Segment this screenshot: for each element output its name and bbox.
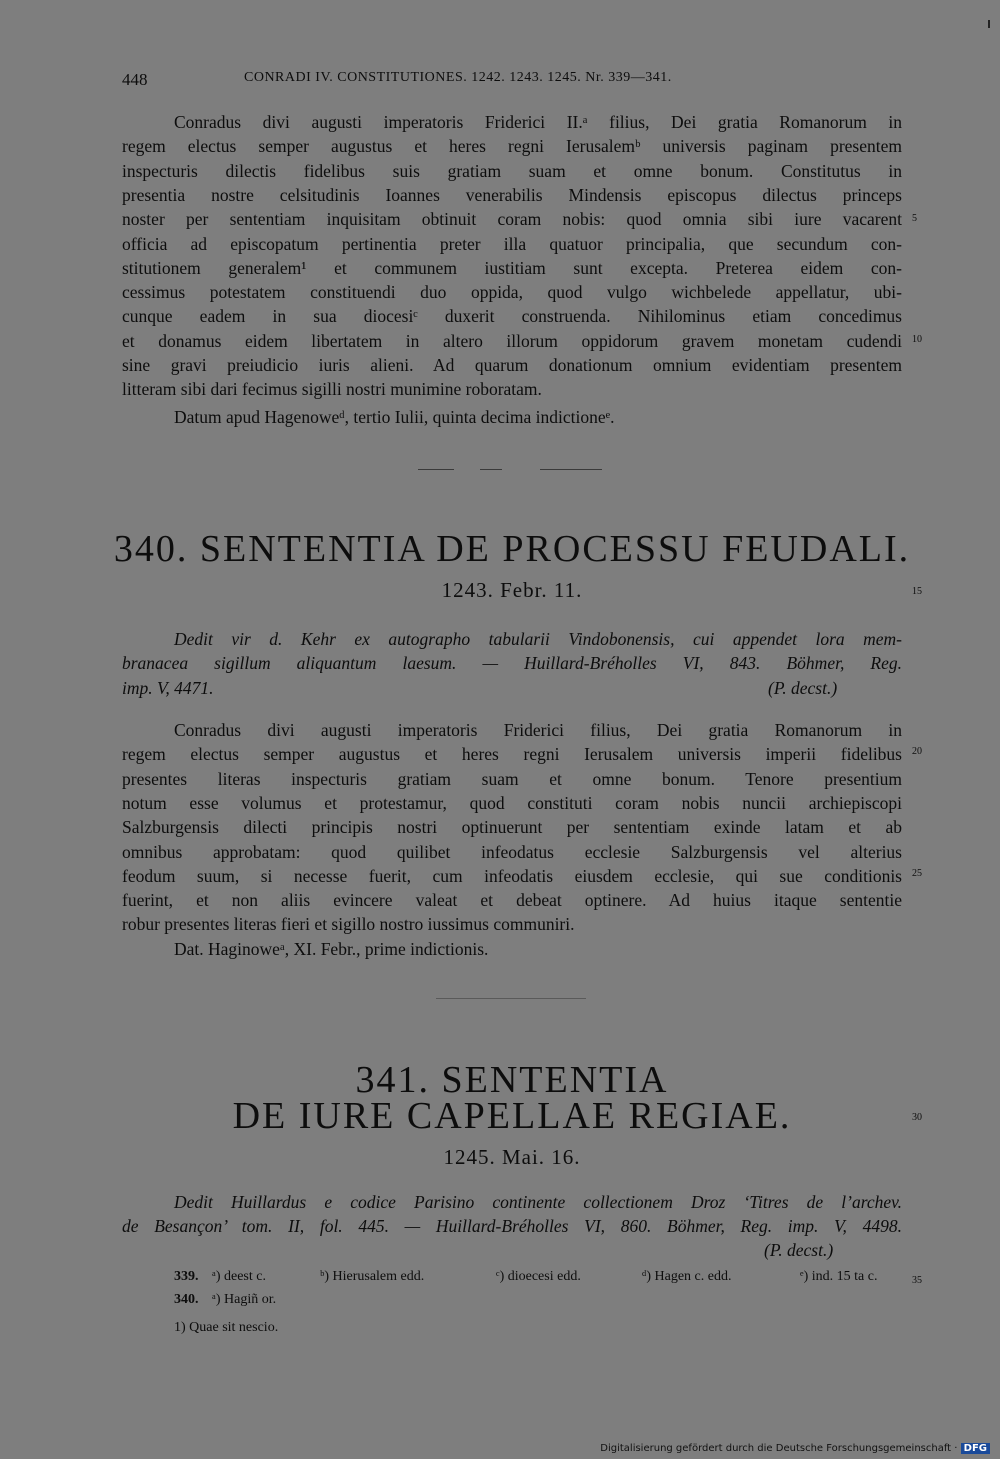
text-line: omnibus approbatam: quod quilibet infeodatus ecclesie Salzburgensis vel alterius <box>122 841 902 862</box>
separator-rule <box>436 998 586 999</box>
running-title: CONRADI IV. CONSTITUTIONES. 1242. 1243. 1245. Nr. 339—341. <box>244 70 672 85</box>
separator-rule <box>540 469 602 470</box>
datum-339: Datum apud Hagenoweᵈ, tertio Iulii, quinta decima indictioneᵉ. <box>174 407 615 427</box>
source-note-line: de Besançon’ tom. II, fol. 445. — Huillard-Bréholles VI, 860. Böhmer, Reg. imp. V, 4498. <box>122 1216 902 1236</box>
footnote-item: ᵉ) ind. 15 ta c. <box>800 1269 878 1284</box>
line-number: 15 <box>912 586 922 597</box>
datum-340: Dat. Haginoweᵃ, XI. Febr., prime indictionis. <box>174 939 489 959</box>
source-note-line: imp. V, 4471. <box>122 678 214 698</box>
text-line: presentes literas inspecturis gratiam suam et omne bonum. Tenore presentium <box>122 768 902 789</box>
text-line: noster per sententiam inquisitam obtinuit coram nobis: quod omnia sibi iure vacarent <box>122 209 902 230</box>
footnote-item: ᵇ) Hierusalem edd. <box>320 1269 425 1284</box>
text-line: cessimus potestatem constituendi duo oppida, quod vulgo wichbelede appellatur, ubi- <box>122 282 902 303</box>
text-line: presentia nostre celsitudinis Ioannes venerabilis Mindensis episcopus dilectus princeps <box>122 184 902 205</box>
line-number: 5 <box>912 213 917 224</box>
source-note-line: Dedit vir d. Kehr ex autographo tabularii Vindobonensis, cui appendet lora mem- <box>174 629 902 649</box>
digitization-credit <box>600 1443 990 1454</box>
text-line: Conradus divi augusti imperatoris Friderici filius, Dei gratia Romanorum in <box>174 720 902 740</box>
page-number: 448 <box>122 70 148 89</box>
footnote-item: ᵃ) Hagiñ or. <box>212 1292 277 1307</box>
separator-rule <box>418 469 454 470</box>
text-line: notum esse volumus et protestamur, quod constituti coram nobis nuncii archiepiscopi <box>122 792 902 813</box>
text-line: inspecturis dilectis fidelibus suis gratiam suam et omne bonum. Constitutus in <box>122 160 902 181</box>
text-line: officia ad episcopatum pertinentia preter illa quatuor principalia, que secundum con- <box>122 233 902 254</box>
line-number: 25 <box>912 868 922 879</box>
text-line: cunque eadem in sua diocesiᶜ duxerit construenda. Nihilominus etiam concedimus <box>122 306 902 327</box>
footnote-339-label: 339. <box>174 1269 199 1284</box>
footnote-item: ᵃ) deest c. <box>212 1269 266 1284</box>
text-line: regem electus semper augustus et heres regni Ierusalemᵇ universis paginam presentem <box>122 136 902 157</box>
footnote-item: ᵈ) Hagen c. edd. <box>642 1269 732 1284</box>
source-note-status: (P. decst.) <box>764 1240 834 1260</box>
document-340-title: 340. SENTENTIA DE PROCESSU FEUDALI. <box>113 528 911 570</box>
separator-rule <box>480 469 502 470</box>
text-line: feodum suum, si necesse fuerit, cum infeodatis eiusdem ecclesie, qui sue conditionis <box>122 865 902 886</box>
source-note-line: branacea sigillum aliquantum laesum. — Huillard-Bréholles VI, 843. Böhmer, Reg. <box>122 653 902 673</box>
text-line: robur presentes literas fieri et sigillo nostro iussimus communiri. <box>122 914 575 935</box>
text-line: stitutionem generalem¹ et communem iustitiam sunt excepta. Preterea eidem con- <box>122 257 902 278</box>
footnote-1: 1) Quae sit nescio. <box>174 1320 279 1335</box>
dfg-logo: DFG <box>961 1443 990 1454</box>
line-number: 20 <box>912 746 922 757</box>
source-note-line: Dedit Huillardus e codice Parisino continente collectionem Droz ‘Titres de l’archev. <box>174 1192 902 1212</box>
credit-text: Digitalisierung gefördert durch die Deutsche Forschungsgemeinschaft · <box>600 1443 958 1454</box>
footnote-340-label: 340. <box>174 1292 199 1307</box>
source-note-status: (P. decst.) <box>768 678 838 698</box>
document-341-title-line2: DE IURE CAPELLAE REGIAE. <box>232 1095 792 1137</box>
line-number: 30 <box>912 1112 922 1123</box>
text-line: litteram sibi dari fecimus sigilli nostri munimine roboratam. <box>122 379 542 400</box>
document-340-date: 1243. Febr. 11. <box>441 578 583 602</box>
scan-mark <box>988 20 990 28</box>
line-number: 10 <box>912 334 922 345</box>
text-line: Conradus divi augusti imperatoris Friderici II.ᵃ filius, Dei gratia Romanorum in <box>174 112 902 132</box>
line-number: 35 <box>912 1275 922 1286</box>
text-line: regem electus semper augustus et heres regni Ierusalem universis imperii fidelibus <box>122 744 902 765</box>
text-line: et donamus eidem libertatem in altero illorum oppidorum gravem monetam cudendi <box>122 330 902 351</box>
footnote-item: ᶜ) dioecesi edd. <box>496 1269 581 1284</box>
document-341-date: 1245. Mai. 16. <box>443 1145 581 1169</box>
text-line: Salzburgensis dilecti principis nostri optinuerunt per sententiam exinde latam et ab <box>122 817 902 838</box>
document-341-title-line1: 341. SENTENTIA <box>355 1059 669 1101</box>
text-line: fuerint, et non aliis evincere valeat et debeat optinere. Ad huius itaque sententie <box>122 890 902 911</box>
text-line: sine gravi preiudicio iuris alieni. Ad quarum donationum omnium evidentiam presentem <box>122 355 902 375</box>
